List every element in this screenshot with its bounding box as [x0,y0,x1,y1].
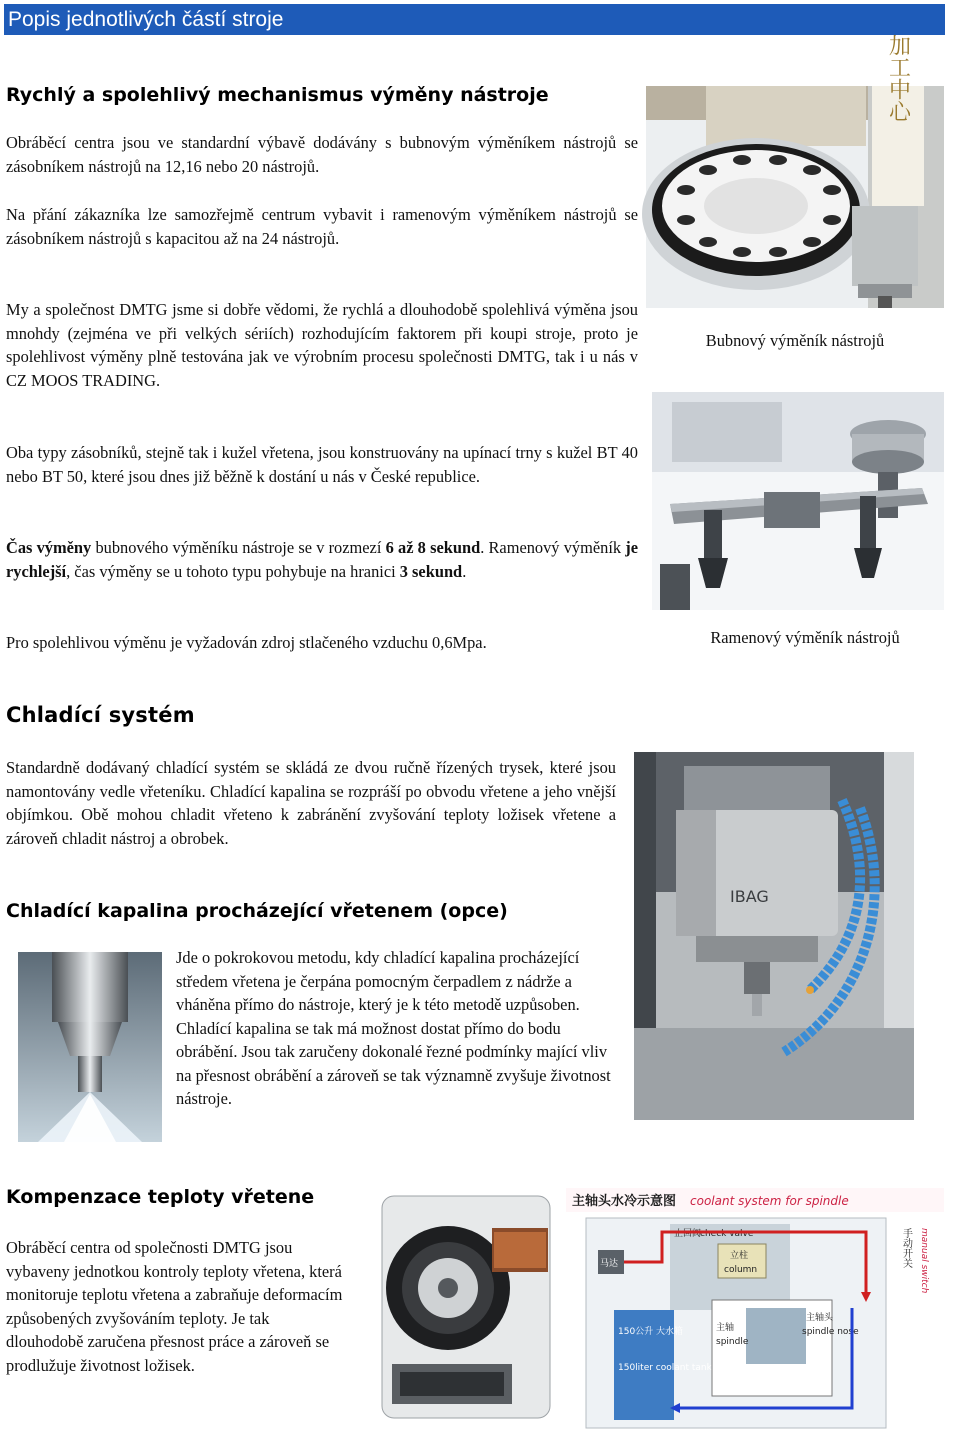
spindle-cooling-unit-photo [352,1188,558,1424]
section-banner: Popis jednotlivých částí stroje [4,4,945,35]
drum-photo-sign: 加工中心 [885,34,911,122]
column-en: column [724,1265,758,1275]
text-part: , čas výměny se u tohoto typu pohybuje na hranici [66,561,400,581]
through-spindle-heading: Chladící kapalina procházející vřetenem (opce) [6,900,508,922]
tool-changer-paragraph-2: Na přání zákazníka lze samozřejmě centrum vybavit i ramenovým výměníkem nástrojů se zásobníkem nástrojů s kapacitou až na 24 nástrojů. [6,205,638,248]
tank-cn: 150公升 大水箱 [618,1327,684,1337]
spindle-head-en: spindle nose [802,1327,859,1337]
bold-arm-seconds: 3 sekund [399,561,463,581]
text-part: . Ramenový výměník [480,538,626,557]
tool-changer-paragraph-4: Oba typy zásobníků, stejně tak i kužel vřetena, jsou konstruovány na upínací trny s kužel BT 40 nebo BT 50, které jsou dnes již běžně k dostání u nás v České republice. [6,443,638,486]
diagram-title-cn: 主轴头水冷示意图 [572,1194,677,1209]
column-cn: 立柱 [730,1251,749,1261]
spindle-coolant-nozzles-photo [634,752,914,1120]
temp-compensation-heading: Kompenzace teploty vřetene [6,1186,315,1208]
manual-switch-en: manual switch [919,1228,929,1294]
bold-drum-seconds: 6 až 8 sekund [385,538,481,557]
spindle-head-cn: 主轴头 [806,1313,834,1323]
spindle-coolant-system-diagram [566,1188,944,1434]
motor-label: 马达 [600,1259,619,1269]
tool-changer-paragraph-5 [6,536,638,583]
check-valve-en: check valve [700,1229,754,1239]
cooling-paragraph: Standardně dodávaný chladící systém se skládá ze dvou ručně řízených trysek, které jsou namontovány vedle vřeteníku. Chladící kapalina se rozpráší po obvodu vřetene a jeho vnější objímkou. Obě mohou chladit vřeteno k zabránění zvyšování teploty ložisek vřetene a zároveň chladit nástroj a obrobek. [6,758,616,848]
through-spindle-coolant-photo [18,952,162,1142]
through-spindle-paragraph: Jde o pokrokovou metodu, kdy chladící kapalina procházející středem vřetena je čerpána pomocným čerpadlem z nádrže a vháněna přímo do nástroje, který je k této metodě uzpůsoben. Chladící kapalina se tak má možnost dostat přímo do bodu obrábění. Jsou tak zaručeny dokonalé řezné podmínky mající vliv na přesnost obrábění a zároveň se tak významně zvyšuje životnost nástroje. [176,948,611,1108]
arm-caption: Ramenový výměník nástrojů [710,628,900,647]
tool-changer-heading: Rychlý a spolehlivý mechanismus výměny nástroje [6,84,549,106]
text-part: . [462,561,467,581]
spindle-brand-label: IBAG [730,887,769,906]
arm-tool-changer-photo [652,392,944,610]
cooling-heading: Chladící systém [6,703,195,727]
spindle-cn: 主轴 [716,1323,735,1333]
tool-changer-paragraph-1: Obráběcí centra jsou ve standardní výbavě dodávány s bubnovým výměníkem nástrojů se zásobníkem nástrojů na 12,16 nebo 20 nástrojů. [6,133,638,176]
drum-tool-changer-photo [646,34,944,308]
tool-changer-paragraph-6: Pro spolehlivou výměnu je vyžadován zdroj stlačeného vzduchu 0,6Mpa. [6,633,487,652]
temp-compensation-paragraph: Obráběcí centra od společnosti DMTG jsou vybaveny jednotkou kontroly teploty vřetena, která monitoruje teplotu vřetena a zabraňuje deformacím způsobených zvyšováním teploty. Je tak dlouhodobě zaručena přesnost práce a zároveň se prodlužuje životnost ložisek. [6,1238,343,1375]
tool-changer-paragraph-3: My a společnost DMTG jsme si dobře vědomi, že rychlá a dlouhodobě spolehlivá výměna jsou mnohdy (zejména ve při velkých sériích) rozhodujícím faktorem při koupi stroje, proto je spolehlivost výměny plně testována jak ve výrobním procesu společnosti DMTG, tak i u nás v CZ MOOS TRADING. [6,300,638,390]
check-valve-cn: 止回阀 [674,1229,702,1239]
text-part: bubnového výměníku nástroje se v rozmezí [91,538,386,557]
diagram-title-en: coolant system for spindle [690,1194,849,1208]
bold-faster: je rychlejší [6,538,639,581]
spindle-en: spindle [716,1337,749,1347]
tank-en: 150liter coolant tank [618,1363,712,1373]
manual-switch-cn: 手动开关 [900,1228,912,1268]
bold-change-time: Čas výměny [6,538,92,557]
drum-caption: Bubnový výměník nástrojů [705,331,885,350]
